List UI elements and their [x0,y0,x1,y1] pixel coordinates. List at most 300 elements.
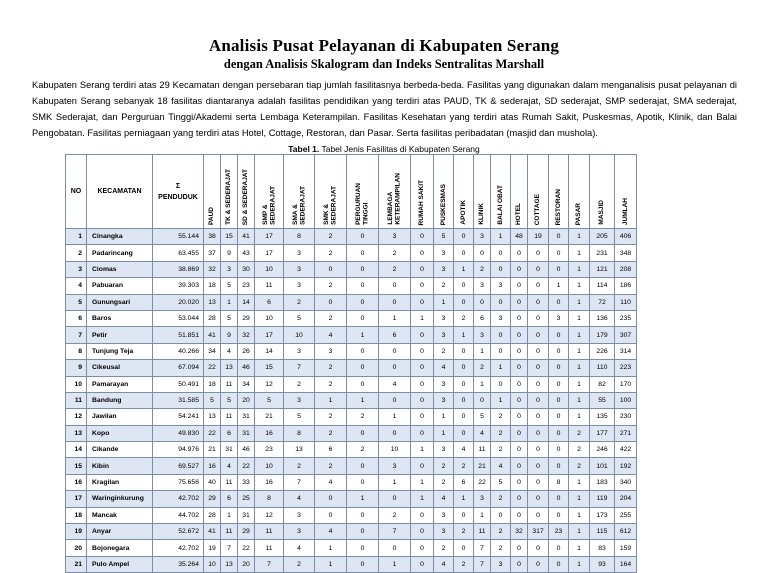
facility-count: 1 [569,245,590,261]
facility-count: 46 [238,360,255,376]
facility-count: 0 [474,392,491,408]
facility-count: 20 [238,556,255,572]
row-number: 18 [66,507,87,523]
header-facility-label: BALAI OBAT [496,185,504,225]
facility-count: 6 [379,327,411,343]
facility-count: 0 [411,425,434,441]
header-facility-label: PASAR [575,202,583,225]
facility-count: 0 [411,360,434,376]
facility-count: 14 [255,343,284,359]
table-row [66,343,637,359]
facility-count: 10 [255,458,284,474]
penduduk-value: 20.020 [153,294,204,310]
facility-count: 0 [549,392,569,408]
row-number: 13 [66,425,87,441]
facility-count: 1 [434,409,454,425]
row-number: 16 [66,474,87,490]
facility-count: 204 [615,491,637,507]
facility-count: 0 [549,245,569,261]
facility-count: 3 [434,310,454,326]
facility-count: 21 [204,442,221,458]
facility-count: 4 [454,442,474,458]
kecamatan-name: Pabuaran [87,278,153,294]
facility-count: 0 [411,507,434,523]
header-facility [434,155,454,229]
facility-count: 0 [411,278,434,294]
table-row [66,278,637,294]
facility-count: 28 [204,507,221,523]
row-number: 21 [66,556,87,572]
facility-count: 4 [434,556,454,572]
facility-count: 3 [379,229,411,245]
facility-count: 83 [590,540,615,556]
facility-count: 1 [491,229,511,245]
facility-count: 0 [347,556,379,572]
facility-count: 11 [255,524,284,540]
facility-count: 5 [284,409,315,425]
facility-count: 0 [511,294,528,310]
header-facility-label: COTTAGE [534,193,542,225]
facility-count: 2 [284,376,315,392]
header-facility-label: MASJID [598,200,606,225]
facility-count: 22 [474,474,491,490]
facility-count: 0 [528,343,549,359]
facility-count: 16 [204,458,221,474]
table-row [66,425,637,441]
facility-count: 0 [347,229,379,245]
facility-count: 271 [615,425,637,441]
facility-count: 31 [221,442,238,458]
table-row [66,556,637,572]
facility-count: 3 [284,343,315,359]
facility-count: 20 [238,392,255,408]
facility-count: 1 [379,310,411,326]
facility-count: 3 [434,392,454,408]
facility-count: 0 [549,458,569,474]
facility-count: 136 [590,310,615,326]
facility-count: 0 [511,343,528,359]
row-number: 17 [66,491,87,507]
facility-count: 16 [255,474,284,490]
facility-count: 0 [491,294,511,310]
facility-count: 0 [549,556,569,572]
facility-count: 0 [411,343,434,359]
intro-paragraph: Kabupaten Serang terdiri atas 29 Kecamatan dengan persebaran tiap jumlah fasilitasnya berbeda-beda. Fasilitas yang digunakan dalam menganalisis pusat pelayanan di Kabupaten Serang sebanyak 18 fasilitas diantaranya adalah fasilitas pendidikan yang terdiri atas PAUD, TK & sederajat, SD sederajat, SMP sederajat, SMA sederajat, SMK Sederajat, dan Perguruan Tinggi/Akademi serta Lembaga Keterampilan. Fasilitas Kesehatan yang terdiri atas Rumah Sakit, Puskesmas, Apotik, Klinik, dan Balai Pengobatan. Fasilitas perniagaan yang terdiri atas Hotel, Cottage, Restoran, dan Pasar. Serta fasilitas peribadatan (masjid dan mushola). [32,80,737,138]
header-facility [411,155,434,229]
facility-count: 6 [474,310,491,326]
kecamatan-name: Bojonegara [87,540,153,556]
facility-count: 2 [491,524,511,540]
header-facility-label: SMP & SEDERAJAT [261,186,276,225]
header-facility [590,155,615,229]
facility-count: 121 [590,261,615,277]
facility-count: 0 [549,229,569,245]
facility-count: 4 [221,458,238,474]
facility-count: 32 [204,261,221,277]
table-row [66,458,637,474]
table-row [66,392,637,408]
facility-count: 0 [379,425,411,441]
header-facility [379,155,411,229]
facility-count: 3 [379,458,411,474]
table-row [66,229,637,245]
facility-count: 1 [569,294,590,310]
table-row [66,310,637,326]
row-number: 1 [66,229,87,245]
facility-count: 7 [255,556,284,572]
header-facility-label: LEMBAGA KETERAMPILAN [387,173,402,225]
facility-count: 4 [474,425,491,441]
facility-count: 0 [528,491,549,507]
kecamatan-name: Kopo [87,425,153,441]
facility-count: 0 [511,360,528,376]
penduduk-value: 39.303 [153,278,204,294]
facility-count: 8 [549,474,569,490]
table-row [66,474,637,490]
facility-count: 13 [221,556,238,572]
facility-count: 0 [491,245,511,261]
facility-count: 0 [549,343,569,359]
facility-count: 0 [549,409,569,425]
kecamatan-name: Cikande [87,442,153,458]
facility-count: 13 [284,442,315,458]
facility-count: 0 [528,556,549,572]
facility-count: 1 [474,507,491,523]
header-facility [511,155,528,229]
facility-count: 6 [221,425,238,441]
facility-count: 0 [511,458,528,474]
facility-count: 0 [411,229,434,245]
facility-count: 0 [511,310,528,326]
facility-count: 612 [615,524,637,540]
facility-count: 314 [615,343,637,359]
table-row [66,376,637,392]
facility-count: 0 [528,360,549,376]
facility-count: 0 [411,524,434,540]
table-row [66,442,637,458]
facility-count: 2 [434,540,454,556]
facility-table [65,154,637,573]
facility-count: 26 [238,343,255,359]
table-row [66,491,637,507]
facility-count: 23 [255,442,284,458]
facility-count: 0 [379,294,411,310]
header-facility-label: JUMLAH [621,197,629,225]
facility-count: 3 [434,507,454,523]
header-facility [204,155,221,229]
facility-count: 0 [315,491,347,507]
facility-count: 2 [379,261,411,277]
header-facility [284,155,315,229]
facility-count: 17 [255,245,284,261]
facility-count: 93 [590,556,615,572]
facility-count: 1 [569,376,590,392]
facility-count: 41 [204,524,221,540]
facility-count: 4 [315,327,347,343]
facility-count: 37 [204,245,221,261]
facility-count: 246 [590,442,615,458]
facility-count: 0 [511,278,528,294]
facility-count: 1 [434,294,454,310]
facility-count: 4 [434,360,454,376]
facility-count: 4 [284,540,315,556]
facility-count: 0 [454,278,474,294]
facility-count: 13 [204,409,221,425]
header-facility-label: RUMAH SAKIT [418,179,426,225]
facility-count: 0 [511,327,528,343]
table-row [66,409,637,425]
facility-count: 15 [221,229,238,245]
facility-count: 5 [221,310,238,326]
facility-count: 8 [284,229,315,245]
facility-count: 2 [491,409,511,425]
header-facility-label: SMK & SEDERAJAT [323,186,338,225]
facility-count: 0 [528,278,549,294]
facility-count: 33 [238,474,255,490]
facility-count: 110 [615,294,637,310]
facility-count: 0 [549,376,569,392]
table-row [66,261,637,277]
facility-count: 22 [238,540,255,556]
facility-count: 4 [221,343,238,359]
facility-count: 0 [347,425,379,441]
facility-count: 164 [615,556,637,572]
facility-count: 0 [454,507,474,523]
facility-count: 1 [454,327,474,343]
facility-count: 0 [411,327,434,343]
facility-count: 2 [454,310,474,326]
facility-count: 28 [204,310,221,326]
facility-count: 2 [315,458,347,474]
facility-count: 2 [315,409,347,425]
facility-count: 0 [528,310,549,326]
facility-count: 1 [411,474,434,490]
table-header-row [66,155,637,229]
header-no: NO [66,155,87,229]
facility-count: 173 [590,507,615,523]
penduduk-value: 54.241 [153,409,204,425]
facility-count: 0 [454,360,474,376]
facility-count: 19 [204,540,221,556]
facility-count: 41 [238,229,255,245]
facility-count: 7 [284,360,315,376]
facility-count: 2 [434,458,454,474]
facility-count: 159 [615,540,637,556]
facility-count: 0 [511,409,528,425]
facility-count: 13 [204,294,221,310]
facility-count: 2 [315,245,347,261]
facility-count: 16 [255,425,284,441]
facility-count: 3 [284,507,315,523]
facility-count: 170 [615,376,637,392]
facility-count: 10 [284,327,315,343]
facility-count: 10 [255,310,284,326]
header-facility [238,155,255,229]
facility-count: 1 [569,556,590,572]
facility-count: 12 [255,376,284,392]
header-facility-label: SMA & SEDERAJAT [291,186,306,225]
table-row [66,507,637,523]
facility-count: 3 [434,442,454,458]
kecamatan-name: Mancak [87,507,153,523]
facility-count: 4 [315,474,347,490]
row-number: 6 [66,310,87,326]
header-facility [454,155,474,229]
table-row [66,540,637,556]
facility-count: 3 [434,376,454,392]
facility-count: 82 [590,376,615,392]
kecamatan-name: Petir [87,327,153,343]
facility-count: 5 [434,229,454,245]
facility-count: 183 [590,474,615,490]
facility-count: 0 [411,540,434,556]
facility-count: 29 [238,310,255,326]
penduduk-value: 67.094 [153,360,204,376]
facility-count: 0 [511,392,528,408]
facility-count: 34 [204,343,221,359]
facility-count: 0 [379,278,411,294]
header-facility-label: PAUD [208,207,216,225]
facility-count: 1 [315,392,347,408]
facility-count: 0 [347,474,379,490]
facility-count: 0 [549,540,569,556]
facility-count: 11 [221,409,238,425]
row-number: 3 [66,261,87,277]
facility-count: 7 [379,524,411,540]
facility-count: 1 [569,229,590,245]
facility-count: 0 [347,458,379,474]
facility-count: 0 [511,376,528,392]
facility-count: 0 [411,245,434,261]
facility-count: 0 [411,409,434,425]
facility-count: 3 [434,245,454,261]
facility-count: 7 [474,540,491,556]
facility-count: 7 [284,474,315,490]
facility-count: 0 [549,360,569,376]
row-number: 2 [66,245,87,261]
facility-count: 1 [379,409,411,425]
facility-count: 1 [569,491,590,507]
facility-count: 31 [238,409,255,425]
facility-count: 2 [569,425,590,441]
table-caption-label: Tabel 1. [288,144,320,154]
facility-count: 0 [511,474,528,490]
facility-count: 230 [615,409,637,425]
facility-count: 2 [315,278,347,294]
facility-count: 1 [347,392,379,408]
facility-count: 4 [379,376,411,392]
penduduk-value: 31.585 [153,392,204,408]
facility-count: 6 [221,491,238,507]
header-facility-label: APOTIK [459,200,467,225]
facility-count: 5 [491,474,511,490]
facility-count: 2 [347,442,379,458]
header-facility [491,155,511,229]
facility-count: 22 [238,458,255,474]
facility-count: 9 [221,245,238,261]
facility-count: 1 [379,556,411,572]
facility-count: 115 [590,524,615,540]
facility-count: 1 [569,310,590,326]
facility-count: 0 [549,294,569,310]
facility-count: 0 [411,458,434,474]
facility-count: 348 [615,245,637,261]
facility-count: 1 [569,392,590,408]
facility-count: 3 [315,343,347,359]
kecamatan-name: Tunjung Teja [87,343,153,359]
facility-count: 3 [284,392,315,408]
row-number: 15 [66,458,87,474]
facility-count: 0 [315,294,347,310]
penduduk-value: 42.702 [153,491,204,507]
facility-count: 2 [434,278,454,294]
facility-count: 2 [315,229,347,245]
row-number: 10 [66,376,87,392]
facility-count: 0 [347,245,379,261]
facility-count: 1 [379,474,411,490]
facility-count: 1 [411,442,434,458]
facility-count: 100 [615,392,637,408]
facility-count: 23 [238,278,255,294]
kecamatan-name: Baros [87,310,153,326]
facility-count: 3 [474,491,491,507]
row-number: 19 [66,524,87,540]
facility-count: 6 [454,474,474,490]
facility-count: 3 [474,327,491,343]
facility-count: 2 [379,507,411,523]
facility-count: 0 [528,376,549,392]
facility-count: 22 [204,425,221,441]
facility-count: 2 [434,343,454,359]
facility-count: 3 [491,310,511,326]
facility-count: 10 [255,261,284,277]
facility-count: 4 [434,491,454,507]
facility-count: 5 [474,409,491,425]
penduduk-value: 44.702 [153,507,204,523]
facility-count: 0 [347,343,379,359]
facility-count: 0 [528,294,549,310]
facility-count: 0 [511,442,528,458]
facility-count: 3 [549,310,569,326]
facility-count: 30 [238,261,255,277]
facility-count: 0 [549,491,569,507]
facility-count: 8 [255,491,284,507]
facility-count: 40 [204,474,221,490]
facility-count: 2 [315,376,347,392]
facility-count: 0 [511,245,528,261]
facility-count: 177 [590,425,615,441]
header-facility-label: SD & SEDERAJAT [242,168,250,225]
facility-count: 0 [411,294,434,310]
header-facility-label: HOTEL [515,202,523,225]
kecamatan-name: Cinangka [87,229,153,245]
facility-count: 11 [255,540,284,556]
facility-count: 48 [511,229,528,245]
facility-count: 5 [221,392,238,408]
facility-count: 4 [284,491,315,507]
facility-count: 0 [549,327,569,343]
row-number: 20 [66,540,87,556]
facility-count: 2 [569,458,590,474]
kecamatan-name: Kragilan [87,474,153,490]
facility-count: 135 [590,409,615,425]
kecamatan-name: Pamarayan [87,376,153,392]
facility-count: 110 [590,360,615,376]
facility-count: 2 [434,474,454,490]
facility-count: 0 [528,392,549,408]
facility-count: 340 [615,474,637,490]
facility-count: 1 [221,294,238,310]
